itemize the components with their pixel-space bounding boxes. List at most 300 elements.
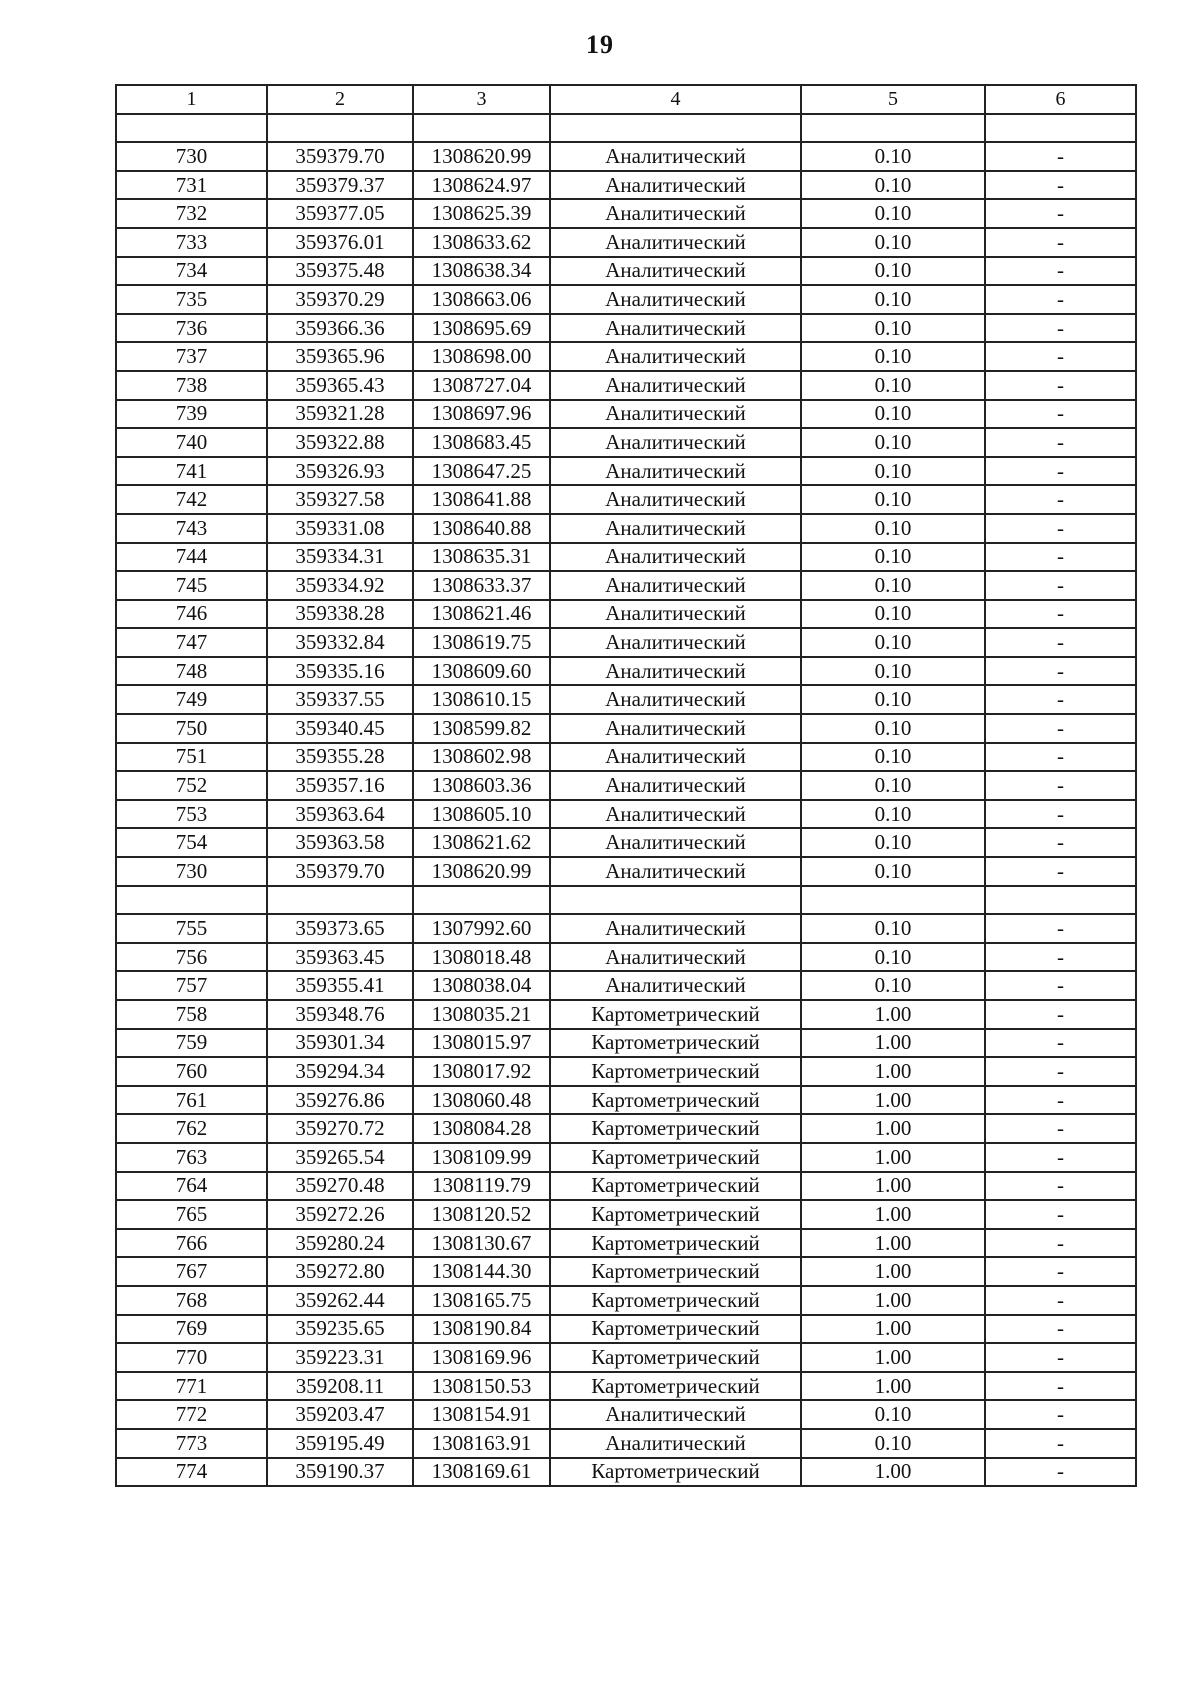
table-cell: Аналитический	[550, 485, 801, 514]
table-cell: 0.10	[801, 914, 985, 943]
table-row	[116, 1315, 1136, 1344]
table-cell: 359337.55	[267, 685, 413, 714]
table-cell: 1308647.25	[413, 457, 550, 486]
table-cell: -	[985, 628, 1136, 657]
table-cell: 1308169.96	[413, 1343, 550, 1372]
table-cell: Аналитический	[550, 257, 801, 286]
header-cell: 5	[801, 85, 985, 114]
table-cell: -	[985, 314, 1136, 343]
table-cell: -	[985, 428, 1136, 457]
table-cell: 1308150.53	[413, 1372, 550, 1401]
table-cell: 359272.80	[267, 1257, 413, 1286]
header-cell: 2	[267, 85, 413, 114]
table-cell: -	[985, 457, 1136, 486]
table-cell: 359276.86	[267, 1086, 413, 1115]
table-cell: 745	[116, 571, 267, 600]
table-cell: 0.10	[801, 828, 985, 857]
table-cell: 359379.70	[267, 857, 413, 886]
table-cell: 359363.64	[267, 800, 413, 829]
table-cell: 1308621.62	[413, 828, 550, 857]
table-cell: Картометрический	[550, 1315, 801, 1344]
table-cell: Аналитический	[550, 1400, 801, 1429]
table-cell: 359301.34	[267, 1029, 413, 1058]
table-row	[116, 1000, 1136, 1029]
table-cell: 359365.96	[267, 342, 413, 371]
table-cell: -	[985, 371, 1136, 400]
table-cell: -	[985, 800, 1136, 829]
table-cell: -	[985, 1172, 1136, 1201]
table-cell: 0.10	[801, 514, 985, 543]
table-cell: Аналитический	[550, 971, 801, 1000]
table-cell: 1308624.97	[413, 171, 550, 200]
table-cell: 1308060.48	[413, 1086, 550, 1115]
table-cell: -	[985, 1114, 1136, 1143]
table-cell: -	[985, 228, 1136, 257]
table-cell: -	[985, 142, 1136, 171]
table-cell: 743	[116, 514, 267, 543]
table-cell: 0.10	[801, 543, 985, 572]
table-row	[116, 771, 1136, 800]
table-cell: Аналитический	[550, 828, 801, 857]
table-cell: Аналитический	[550, 571, 801, 600]
table-cell: 754	[116, 828, 267, 857]
table-cell: 0.10	[801, 228, 985, 257]
table-cell: Аналитический	[550, 714, 801, 743]
table-row	[116, 1343, 1136, 1372]
table-body	[116, 114, 1136, 1487]
table-cell: -	[985, 485, 1136, 514]
table-row	[116, 1372, 1136, 1401]
table-cell: Аналитический	[550, 142, 801, 171]
table-row	[116, 400, 1136, 429]
table-cell: Картометрический	[550, 1229, 801, 1258]
table-cell: 359379.37	[267, 171, 413, 200]
table-cell: Картометрический	[550, 1372, 801, 1401]
table-cell: 734	[116, 257, 267, 286]
table-cell: 359265.54	[267, 1143, 413, 1172]
page-number: 19	[586, 30, 614, 59]
table-cell: Аналитический	[550, 228, 801, 257]
table-cell: -	[985, 1372, 1136, 1401]
table-cell	[116, 114, 267, 143]
table-cell: 0.10	[801, 457, 985, 486]
table-cell: Картометрический	[550, 1343, 801, 1372]
table-row	[116, 485, 1136, 514]
table-cell: -	[985, 943, 1136, 972]
table-row	[116, 342, 1136, 371]
table-cell: 1308620.99	[413, 857, 550, 886]
table-cell: 1308144.30	[413, 1257, 550, 1286]
table-cell: 0.10	[801, 400, 985, 429]
table-cell: 749	[116, 685, 267, 714]
table-cell: 771	[116, 1372, 267, 1401]
table-cell: 359223.31	[267, 1343, 413, 1372]
table-cell: -	[985, 1200, 1136, 1229]
table-cell: 0.10	[801, 342, 985, 371]
table-cell: -	[985, 514, 1136, 543]
table-header-row	[116, 85, 1136, 114]
coordinates-table	[115, 84, 1137, 1487]
table-cell: 359363.58	[267, 828, 413, 857]
table-cell: 730	[116, 142, 267, 171]
table-cell: 0.10	[801, 257, 985, 286]
table-cell: 1308695.69	[413, 314, 550, 343]
table-cell: -	[985, 1057, 1136, 1086]
table-cell: 1308727.04	[413, 371, 550, 400]
table-cell: 0.10	[801, 142, 985, 171]
table-cell: 359270.72	[267, 1114, 413, 1143]
table-cell: 359366.36	[267, 314, 413, 343]
table-row	[116, 199, 1136, 228]
table-row	[116, 1257, 1136, 1286]
table-cell: -	[985, 1086, 1136, 1115]
table-cell: -	[985, 771, 1136, 800]
table-cell: 359357.16	[267, 771, 413, 800]
table-cell: 730	[116, 857, 267, 886]
table-row	[116, 1286, 1136, 1315]
table-row	[116, 743, 1136, 772]
table-cell: -	[985, 1400, 1136, 1429]
table-cell: 1308038.04	[413, 971, 550, 1000]
table-row	[116, 657, 1136, 686]
table-cell: 0.10	[801, 714, 985, 743]
table-cell: 359355.28	[267, 743, 413, 772]
table-cell: 0.10	[801, 943, 985, 972]
table-cell: 359334.92	[267, 571, 413, 600]
table-cell: 0.10	[801, 199, 985, 228]
table-cell: 737	[116, 342, 267, 371]
table-cell: 751	[116, 743, 267, 772]
table-cell	[801, 886, 985, 915]
table-cell: Аналитический	[550, 628, 801, 657]
table-row	[116, 514, 1136, 543]
table-row	[116, 428, 1136, 457]
table-cell: 359270.48	[267, 1172, 413, 1201]
table-cell: Картометрический	[550, 1057, 801, 1086]
table-row	[116, 1458, 1136, 1487]
table-cell: 1308638.34	[413, 257, 550, 286]
table-cell: 359363.45	[267, 943, 413, 972]
table-cell: -	[985, 543, 1136, 572]
table-cell: -	[985, 400, 1136, 429]
table-cell: -	[985, 657, 1136, 686]
table-cell: 1308698.00	[413, 342, 550, 371]
table-cell: -	[985, 714, 1136, 743]
table-cell: 1308625.39	[413, 199, 550, 228]
table-cell: 0.10	[801, 428, 985, 457]
header-cell: 6	[985, 85, 1136, 114]
table-cell: 0.10	[801, 800, 985, 829]
table-cell: 0.10	[801, 971, 985, 1000]
table-cell: 359370.29	[267, 285, 413, 314]
table-cell: Аналитический	[550, 657, 801, 686]
table-row	[116, 1086, 1136, 1115]
header-cell: 3	[413, 85, 550, 114]
table-cell: 762	[116, 1114, 267, 1143]
table-cell: 359280.24	[267, 1229, 413, 1258]
table-cell: -	[985, 1429, 1136, 1458]
table-cell: -	[985, 1458, 1136, 1487]
table-cell: 0.10	[801, 571, 985, 600]
table-cell: 1308641.88	[413, 485, 550, 514]
table-cell: -	[985, 914, 1136, 943]
table-cell: 1.00	[801, 1229, 985, 1258]
table-row	[116, 1057, 1136, 1086]
table-cell: -	[985, 1343, 1136, 1372]
table-row	[116, 886, 1136, 915]
table-row	[116, 943, 1136, 972]
table-cell: Аналитический	[550, 457, 801, 486]
table-cell: 759	[116, 1029, 267, 1058]
table-cell: 359262.44	[267, 1286, 413, 1315]
table-cell: Аналитический	[550, 514, 801, 543]
table-cell: -	[985, 1000, 1136, 1029]
table-cell: 1308084.28	[413, 1114, 550, 1143]
table-cell: 1308165.75	[413, 1286, 550, 1315]
table-cell: 1308035.21	[413, 1000, 550, 1029]
table-cell: -	[985, 857, 1136, 886]
table-cell: Картометрический	[550, 1114, 801, 1143]
table-cell: 1.00	[801, 1343, 985, 1372]
table-cell: -	[985, 199, 1136, 228]
table-row	[116, 543, 1136, 572]
table-row	[116, 1229, 1136, 1258]
table-cell: 1308599.82	[413, 714, 550, 743]
table-row	[116, 857, 1136, 886]
table-cell: -	[985, 1143, 1136, 1172]
table-row	[116, 971, 1136, 1000]
table-cell: Аналитический	[550, 342, 801, 371]
table-row	[116, 1429, 1136, 1458]
table-cell: 752	[116, 771, 267, 800]
table-cell: 359331.08	[267, 514, 413, 543]
table-cell: 1.00	[801, 1086, 985, 1115]
table-cell: 359332.84	[267, 628, 413, 657]
table-cell: 758	[116, 1000, 267, 1029]
table-cell: 359365.43	[267, 371, 413, 400]
table-cell: 359377.05	[267, 199, 413, 228]
table-cell: 1.00	[801, 1172, 985, 1201]
table-cell: 359321.28	[267, 400, 413, 429]
table-cell: -	[985, 1286, 1136, 1315]
table-cell: Аналитический	[550, 543, 801, 572]
table-cell: 0.10	[801, 628, 985, 657]
table-cell: 1.00	[801, 1286, 985, 1315]
table-cell: Аналитический	[550, 857, 801, 886]
table-cell: 359190.37	[267, 1458, 413, 1487]
table-cell: 732	[116, 199, 267, 228]
table-cell: 763	[116, 1143, 267, 1172]
table-cell: 0.10	[801, 485, 985, 514]
table-row	[116, 171, 1136, 200]
table-row	[116, 314, 1136, 343]
table-cell: -	[985, 600, 1136, 629]
table-row	[116, 142, 1136, 171]
table-row	[116, 685, 1136, 714]
table-cell: 1308130.67	[413, 1229, 550, 1258]
table-cell: Картометрический	[550, 1086, 801, 1115]
table-cell: 359355.41	[267, 971, 413, 1000]
table-row	[116, 914, 1136, 943]
table-cell: 1308169.61	[413, 1458, 550, 1487]
table-cell: 764	[116, 1172, 267, 1201]
table-cell: 359327.58	[267, 485, 413, 514]
table-cell: 359340.45	[267, 714, 413, 743]
table-cell: Аналитический	[550, 285, 801, 314]
table-cell: 0.10	[801, 1400, 985, 1429]
table-cell: 736	[116, 314, 267, 343]
table-cell: Картометрический	[550, 1000, 801, 1029]
table-cell: 774	[116, 1458, 267, 1487]
table-cell: -	[985, 571, 1136, 600]
table-cell: 1308109.99	[413, 1143, 550, 1172]
table-cell: Аналитический	[550, 800, 801, 829]
table-row	[116, 1143, 1136, 1172]
table-cell: 1308640.88	[413, 514, 550, 543]
table-cell: -	[985, 1029, 1136, 1058]
table-cell: 359376.01	[267, 228, 413, 257]
table-cell: Аналитический	[550, 171, 801, 200]
table-row	[116, 828, 1136, 857]
table-cell: Аналитический	[550, 600, 801, 629]
table-cell: 1.00	[801, 1000, 985, 1029]
table-row	[116, 628, 1136, 657]
table-cell: 359272.26	[267, 1200, 413, 1229]
table-cell: 1308683.45	[413, 428, 550, 457]
table-cell: 766	[116, 1229, 267, 1258]
table-cell: 0.10	[801, 743, 985, 772]
table-cell: -	[985, 828, 1136, 857]
table-cell	[985, 114, 1136, 143]
table-cell: -	[985, 171, 1136, 200]
table-cell	[413, 886, 550, 915]
table-cell: 0.10	[801, 371, 985, 400]
table-row	[116, 1172, 1136, 1201]
table-cell: 757	[116, 971, 267, 1000]
table-cell: -	[985, 1257, 1136, 1286]
table-cell: Картометрический	[550, 1143, 801, 1172]
table-cell: 359334.31	[267, 543, 413, 572]
table-cell: 359375.48	[267, 257, 413, 286]
table-row	[116, 1114, 1136, 1143]
table-cell: 768	[116, 1286, 267, 1315]
table-cell: -	[985, 743, 1136, 772]
table-cell: 1308018.48	[413, 943, 550, 972]
table-cell: -	[985, 971, 1136, 1000]
table-row	[116, 457, 1136, 486]
table-cell: 0.10	[801, 857, 985, 886]
table-cell: 1.00	[801, 1200, 985, 1229]
table-cell: 756	[116, 943, 267, 972]
table-cell: 359373.65	[267, 914, 413, 943]
table-cell: Аналитический	[550, 914, 801, 943]
table-cell: Аналитический	[550, 1429, 801, 1458]
table-cell: 1308663.06	[413, 285, 550, 314]
table-row	[116, 1400, 1136, 1429]
table-cell: 1308190.84	[413, 1315, 550, 1344]
table-cell: 1308609.60	[413, 657, 550, 686]
table-cell: 772	[116, 1400, 267, 1429]
table-cell: 755	[116, 914, 267, 943]
table-cell: 1.00	[801, 1315, 985, 1344]
table-cell: Аналитический	[550, 428, 801, 457]
table-cell: 1.00	[801, 1057, 985, 1086]
table-cell: 1308163.91	[413, 1429, 550, 1458]
table-row	[116, 714, 1136, 743]
table-cell: 1308605.10	[413, 800, 550, 829]
table-cell: 1308015.97	[413, 1029, 550, 1058]
table-cell: 753	[116, 800, 267, 829]
table-cell: 359294.34	[267, 1057, 413, 1086]
table-cell: Картометрический	[550, 1200, 801, 1229]
table-cell: 0.10	[801, 1429, 985, 1458]
table-cell: 741	[116, 457, 267, 486]
table-cell: Аналитический	[550, 400, 801, 429]
table-row	[116, 285, 1136, 314]
table-cell: 1308603.36	[413, 771, 550, 800]
table-cell: 769	[116, 1315, 267, 1344]
table-cell: 359208.11	[267, 1372, 413, 1401]
table-cell: Аналитический	[550, 771, 801, 800]
table-cell: 740	[116, 428, 267, 457]
table-cell: 1308633.62	[413, 228, 550, 257]
table-cell: 1308621.46	[413, 600, 550, 629]
table-row	[116, 257, 1136, 286]
table-cell: Аналитический	[550, 371, 801, 400]
table-cell: 0.10	[801, 657, 985, 686]
table-row	[116, 800, 1136, 829]
table-cell: 1307992.60	[413, 914, 550, 943]
table-cell	[116, 886, 267, 915]
table-cell: 733	[116, 228, 267, 257]
table-cell: 748	[116, 657, 267, 686]
table-cell: 761	[116, 1086, 267, 1115]
table-row	[116, 1200, 1136, 1229]
table-cell: 0.10	[801, 771, 985, 800]
header-cell: 1	[116, 85, 267, 114]
table-cell: 1308017.92	[413, 1057, 550, 1086]
table-row	[116, 228, 1136, 257]
table-cell: -	[985, 257, 1136, 286]
table-cell: 1308635.31	[413, 543, 550, 572]
table-cell: Картометрический	[550, 1458, 801, 1487]
table-cell: 1.00	[801, 1029, 985, 1058]
table-cell: 1.00	[801, 1257, 985, 1286]
table-cell: 1308633.37	[413, 571, 550, 600]
table-cell: 1308610.15	[413, 685, 550, 714]
table-cell	[413, 114, 550, 143]
table-cell: -	[985, 1315, 1136, 1344]
table-cell: 0.10	[801, 314, 985, 343]
table-cell: 767	[116, 1257, 267, 1286]
table-cell: 0.10	[801, 285, 985, 314]
table-cell: Аналитический	[550, 943, 801, 972]
table-cell: 1.00	[801, 1114, 985, 1143]
table-cell: 1308154.91	[413, 1400, 550, 1429]
table-cell: Картометрический	[550, 1172, 801, 1201]
table-cell: 1.00	[801, 1143, 985, 1172]
table-cell: 1308697.96	[413, 400, 550, 429]
table-cell	[267, 886, 413, 915]
table-cell: 742	[116, 485, 267, 514]
table-cell: Аналитический	[550, 314, 801, 343]
table-cell: 738	[116, 371, 267, 400]
table-cell	[267, 114, 413, 143]
table-cell: 1308620.99	[413, 142, 550, 171]
table-cell: 1308119.79	[413, 1172, 550, 1201]
table-cell: 747	[116, 628, 267, 657]
table-cell: Аналитический	[550, 199, 801, 228]
